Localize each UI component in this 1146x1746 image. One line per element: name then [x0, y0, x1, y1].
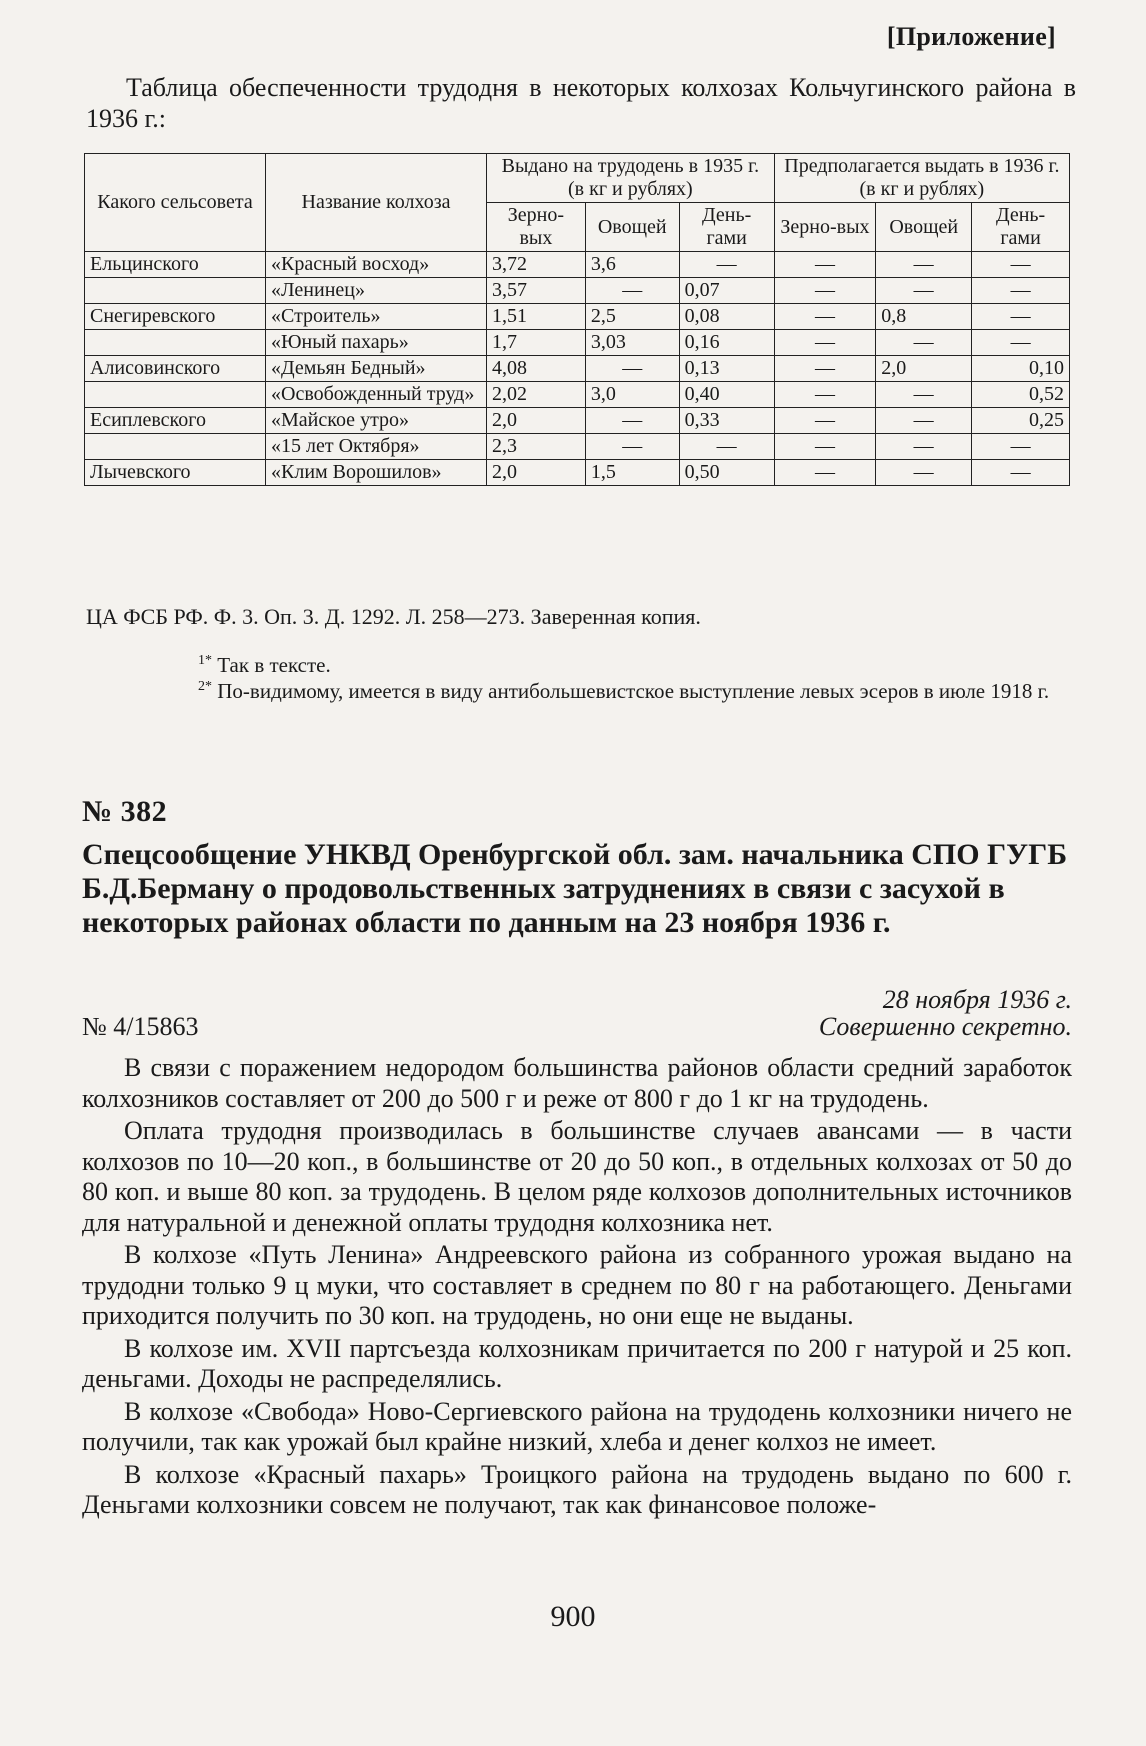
- document-title: Спецсообщение УНКВД Оренбургской обл. зам. начальника СПО ГУГБ Б.Д.Берману о продовольственных затруднениях в связи с засухой в некоторых районах области по данным на 23 ноября 1936 г.: [82, 838, 1068, 939]
- table-row: [85, 434, 1070, 460]
- cell-veg-1935: —: [585, 356, 679, 382]
- cell-veg-1936: —: [876, 252, 972, 278]
- cell-money-1935: 0,13: [679, 356, 774, 382]
- table-body: [85, 252, 1070, 486]
- cell-grain-1935: 1,7: [487, 330, 586, 356]
- table-row: [85, 356, 1070, 382]
- cell-selsovet: [85, 278, 266, 304]
- cell-money-1935: —: [679, 252, 774, 278]
- cell-kolkhoz: «Красный восход»: [266, 252, 487, 278]
- cell-grain-1936: —: [774, 330, 875, 356]
- cell-veg-1935: —: [585, 408, 679, 434]
- cell-grain-1936: —: [774, 278, 875, 304]
- cell-grain-1935: 2,02: [487, 382, 586, 408]
- paragraph: В колхозе им. XVII партсъезда колхозникам причитается по 200 г натурой и 25 коп. деньгами. Доходы не распределялись.: [82, 1333, 1072, 1393]
- table-row: [85, 408, 1070, 434]
- cell-kolkhoz: «Юный пахарь»: [266, 330, 487, 356]
- cell-selsovet: [85, 330, 266, 356]
- cell-kolkhoz: «Ленинец»: [266, 278, 487, 304]
- archive-source: ЦА ФСБ РФ. Ф. 3. Оп. 3. Д. 1292. Л. 258—273. Заверенная копия.: [86, 604, 701, 629]
- footnote-text: Так в тексте.: [217, 653, 331, 677]
- col-header-kolkhoz: Название колхоза: [266, 154, 487, 252]
- cell-selsovet: Снегиревского: [85, 304, 266, 330]
- cell-kolkhoz: «Клим Ворошилов»: [266, 460, 487, 486]
- footnote-text: По-видимому, имеется в виду антибольшевистское выступление левых эсеров в июле 1918 г.: [217, 679, 1050, 703]
- cell-money-1936: 0,10: [972, 356, 1070, 382]
- col-header-issued: Выдано на трудодень в 1935 г. (в кг и рублях): [487, 154, 775, 203]
- cell-grain-1935: 4,08: [487, 356, 586, 382]
- document-body: [82, 1053, 1072, 1523]
- cell-money-1936: —: [972, 304, 1070, 330]
- cell-grain-1936: —: [774, 252, 875, 278]
- paragraph: Оплата трудодня производилась в большинстве случаев авансами — в части колхозов по 10—20 коп., в большинстве от 20 до 50 коп., в отдельных колхозах от 50 до 80 коп. и выше 80 коп. за трудодень. В целом ряде колхозов дополнительных источников для натуральной и денежной оплаты трудодня колхозника нет.: [82, 1116, 1072, 1237]
- cell-grain-1936: —: [774, 434, 875, 460]
- cell-veg-1936: —: [876, 460, 972, 486]
- cell-kolkhoz: «Строитель»: [266, 304, 487, 330]
- cell-money-1935: 0,33: [679, 408, 774, 434]
- cell-veg-1935: 3,0: [585, 382, 679, 408]
- cell-money-1935: 0,16: [679, 330, 774, 356]
- cell-selsovet: [85, 434, 266, 460]
- cell-veg-1936: —: [876, 408, 972, 434]
- registration-number: № 4/15863: [82, 1012, 199, 1041]
- cell-veg-1936: —: [876, 382, 972, 408]
- cell-money-1936: —: [972, 252, 1070, 278]
- paragraph: В связи с поражением недородом большинства районов области средний заработок колхозников составляет от 200 до 500 г и реже от 800 г до 1 кг на трудодень.: [82, 1053, 1072, 1113]
- cell-veg-1935: 1,5: [585, 460, 679, 486]
- cell-grain-1935: 3,57: [487, 278, 586, 304]
- cell-selsovet: Алисовинского: [85, 356, 266, 382]
- cell-money-1936: —: [972, 434, 1070, 460]
- classification-mark: Совершенно секретно.: [818, 1012, 1072, 1041]
- table-row: [85, 330, 1070, 356]
- cell-selsovet: Лычевского: [85, 460, 266, 486]
- cell-kolkhoz: «Освобожденный труд»: [266, 382, 487, 408]
- paragraph: В колхозе «Красный пахарь» Троицкого района на трудодень выдано по 600 г. Деньгами колхозники совсем не получают, так как финансовое положе-: [82, 1459, 1072, 1519]
- document-number: № 382: [82, 795, 168, 828]
- cell-grain-1936: —: [774, 356, 875, 382]
- cell-grain-1936: —: [774, 460, 875, 486]
- document-date: 28 ноября 1936 г.: [882, 985, 1072, 1014]
- col-header-selsovet: Какого сельсовета: [85, 154, 266, 252]
- footnote-2: [198, 674, 1078, 704]
- cell-kolkhoz: «15 лет Октября»: [266, 434, 487, 460]
- cell-veg-1935: —: [585, 434, 679, 460]
- cell-veg-1935: —: [585, 278, 679, 304]
- cell-veg-1936: 2,0: [876, 356, 972, 382]
- cell-grain-1936: —: [774, 304, 875, 330]
- page-number: 900: [550, 1600, 596, 1633]
- table-row: [85, 382, 1070, 408]
- cell-money-1935: 0,08: [679, 304, 774, 330]
- table-row: [85, 252, 1070, 278]
- cell-grain-1935: 3,72: [487, 252, 586, 278]
- table-row: [85, 304, 1070, 330]
- cell-grain-1935: 2,0: [487, 460, 586, 486]
- cell-kolkhoz: «Демьян Бедный»: [266, 356, 487, 382]
- cell-grain-1935: 1,51: [487, 304, 586, 330]
- cell-veg-1936: —: [876, 330, 972, 356]
- cell-grain-1936: —: [774, 382, 875, 408]
- cell-money-1936: —: [972, 278, 1070, 304]
- cell-veg-1936: 0,8: [876, 304, 972, 330]
- cell-money-1935: 0,40: [679, 382, 774, 408]
- paragraph: В колхозе «Свобода» Ново-Сергиевского района на трудодень колхозники ничего не получили, так как урожай был крайне низкий, хлеба и денег колхоз не имеет.: [82, 1396, 1072, 1456]
- cell-selsovet: [85, 382, 266, 408]
- table-row: [85, 460, 1070, 486]
- appendix-label: [Приложение]: [886, 22, 1056, 51]
- cell-money-1935: 0,07: [679, 278, 774, 304]
- footnote-mark: 2*: [198, 679, 212, 694]
- footnote-mark: 1*: [198, 653, 212, 668]
- col-header-money-1935: День-гами: [679, 203, 774, 252]
- cell-money-1935: —: [679, 434, 774, 460]
- table-caption: Таблица обеспеченности трудодня в некоторых колхозах Кольчугинского района в 1936 г.:: [86, 73, 1076, 133]
- paragraph: В колхозе «Путь Ленина» Андреевского района из собранного урожая выдано на трудодни только 9 ц муки, что составляет в среднем по 80 г на работающего. Деньгами приходится получить по 30 коп. на трудодень, но они еще не выданы.: [82, 1240, 1072, 1330]
- cell-grain-1935: 2,0: [487, 408, 586, 434]
- cell-selsovet: Ельцинского: [85, 252, 266, 278]
- col-header-money-1936: День-гами: [972, 203, 1070, 252]
- cell-veg-1935: 3,6: [585, 252, 679, 278]
- cell-money-1935: 0,50: [679, 460, 774, 486]
- cell-grain-1935: 2,3: [487, 434, 586, 460]
- cell-selsovet: Есиплевского: [85, 408, 266, 434]
- cell-kolkhoz: «Майское утро»: [266, 408, 487, 434]
- cell-veg-1936: —: [876, 434, 972, 460]
- cell-money-1936: —: [972, 330, 1070, 356]
- col-header-planned: Предполагается выдать в 1936 г. (в кг и рублях): [774, 154, 1069, 203]
- cell-money-1936: 0,25: [972, 408, 1070, 434]
- cell-veg-1936: —: [876, 278, 972, 304]
- table-row: [85, 278, 1070, 304]
- col-header-grain-1936: Зерно-вых: [774, 203, 875, 252]
- cell-money-1936: 0,52: [972, 382, 1070, 408]
- cell-veg-1935: 3,03: [585, 330, 679, 356]
- cell-veg-1935: 2,5: [585, 304, 679, 330]
- col-header-veg-1935: Овощей: [585, 203, 679, 252]
- col-header-grain-1935: Зерно-вых: [487, 203, 586, 252]
- kolkhoz-table: [84, 153, 1070, 486]
- cell-grain-1936: —: [774, 408, 875, 434]
- cell-money-1936: —: [972, 460, 1070, 486]
- col-header-veg-1936: Овощей: [876, 203, 972, 252]
